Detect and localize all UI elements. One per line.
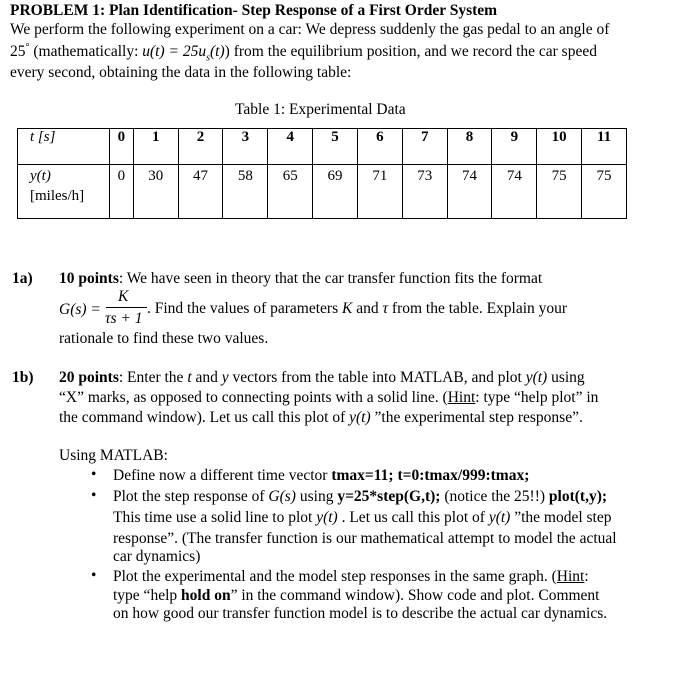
var-yt: y(t) <box>525 369 548 386</box>
using-matlab-heading: Using MATLAB: <box>59 447 168 464</box>
question-1a-text-3: from the table. Explain your <box>388 300 568 317</box>
question-1b-line-3 <box>59 409 583 427</box>
t-cell: 6 <box>357 129 402 165</box>
hint-label: Hint <box>556 568 585 585</box>
b2-text: (notice the 25!!) <box>440 488 549 505</box>
bullet-2-line-3: response”. (The transfer function is our mathematical attempt to model the actual <box>113 530 617 547</box>
y-cell: 75 <box>582 165 627 219</box>
y-cell: 69 <box>313 165 358 219</box>
y-cell: 71 <box>357 165 402 219</box>
intro-line-3: every second, obtaining the data in the following table: <box>10 64 352 81</box>
q1b-text: the command window). Let us call this plot of <box>59 409 350 426</box>
b2-text: This time use a solid line to plot <box>113 509 317 526</box>
b3-text: : <box>584 568 589 585</box>
speed-header <box>18 165 110 219</box>
var-t: t <box>187 369 192 386</box>
problem-title: PROBLEM 1: Plan Identification- Step Response of a First Order System <box>10 2 498 19</box>
b3-text: Plot the experimental and the model step responses in the same graph. ( <box>113 568 557 585</box>
question-1a-text: : We have seen in theory that the car transfer function fits the format <box>118 270 543 287</box>
b3-text: type “help <box>113 587 182 604</box>
transfer-function-numerator: K <box>118 288 129 305</box>
var-yt: y(t) <box>316 509 338 526</box>
y-cell: 65 <box>268 165 313 219</box>
y-cell: 73 <box>402 165 447 219</box>
param-k: K <box>341 300 353 317</box>
y-cell: 58 <box>223 165 268 219</box>
b2-code: y=25*step(G,t); <box>337 488 441 505</box>
param-tau: τ <box>382 300 389 317</box>
var-yt: y(t) <box>488 509 511 526</box>
hint-label: Hint <box>447 389 476 406</box>
var-y: y <box>221 369 229 386</box>
bullet-2-marker: • <box>91 487 97 504</box>
question-1b-number: 1b) <box>12 369 34 386</box>
question-1a-text-2: . Find the values of parameters <box>147 300 342 317</box>
var-yt: y(t) <box>349 409 371 426</box>
b2-text: using <box>295 488 338 505</box>
b3-text: ” in the command window). Show code and plot. Comment <box>230 587 600 604</box>
t-cell: 5 <box>313 129 358 165</box>
bullet-3-line-3: on how good our transfer function model is to describe the actual car dynamics. <box>113 605 608 622</box>
b3-code: hold on <box>181 587 231 604</box>
q1b-text: and <box>191 369 222 386</box>
input-equation-arg: (t) <box>210 43 225 61</box>
q1b-text: ”the experimental step response”. <box>370 409 583 426</box>
t-cell: 7 <box>402 129 447 165</box>
b2-code-2: plot(t,y); <box>548 488 608 505</box>
transfer-function-lhs: G(s) = <box>59 301 101 318</box>
bullet-2-line-4: car dynamics) <box>113 548 201 565</box>
question-1a-line-2 <box>147 300 567 318</box>
t-cell: 4 <box>268 129 313 165</box>
t-cell: 1 <box>133 129 178 165</box>
table-row-time <box>18 129 627 165</box>
q1b-text: “X” marks, as opposed to connecting points with a solid line. ( <box>59 389 448 406</box>
table-row-speed <box>18 165 627 219</box>
q1b-text: : type “help plot” in <box>475 389 599 406</box>
y-cell: 74 <box>447 165 492 219</box>
bullet-3-marker: • <box>91 567 97 584</box>
question-1a-line-1 <box>59 270 542 288</box>
y-cell: 47 <box>178 165 223 219</box>
q1b-text: using <box>547 369 585 386</box>
intro-text: (mathematically: <box>29 43 143 61</box>
y-cell: 75 <box>537 165 582 219</box>
t-cell: 11 <box>582 129 627 165</box>
y-cell: 0 <box>110 165 134 219</box>
transfer-function-denominator: τs + 1 <box>105 310 143 327</box>
speed-header-label: y(t) <box>30 168 51 184</box>
question-1a-points: 10 points <box>59 270 119 287</box>
t-cell: 10 <box>537 129 582 165</box>
intro-line-1: We perform the following experiment on a car: We depress suddenly the gas pedal to an angle of <box>10 21 610 38</box>
question-1b-line-1 <box>59 369 585 387</box>
table-caption: Table 1: Experimental Data <box>235 101 406 118</box>
bullet-2-line-1 <box>113 488 607 506</box>
bullet-2-line-2 <box>113 509 612 527</box>
t-cell: 3 <box>223 129 268 165</box>
b2-gs: G(s) <box>268 488 296 505</box>
and-text: and <box>352 300 383 317</box>
degree-symbol: ° <box>25 42 30 53</box>
intro-text-end: ) from the equilibrium position, and we record the car speed <box>224 43 597 61</box>
b1-text: Define now a different time vector <box>113 467 332 484</box>
question-1a-number: 1a) <box>12 270 33 287</box>
b2-text: ”the model step <box>510 509 612 526</box>
bullet-3-line-2 <box>113 587 600 605</box>
question-1a-line-3: rationale to find these two values. <box>59 330 269 347</box>
t-cell: 9 <box>492 129 537 165</box>
b2-text: . Let us call this plot of <box>337 509 489 526</box>
fraction-bar <box>106 307 147 308</box>
q1b-text: vectors from the table into MATLAB, and plot <box>228 369 526 386</box>
b2-text: Plot the step response of <box>113 488 269 505</box>
bullet-1-text <box>113 467 529 485</box>
q1b-text: : Enter the <box>118 369 188 386</box>
angle-value: 25 <box>10 43 26 61</box>
b1-code: tmax=11; t=0:tmax/999:tmax; <box>331 467 530 484</box>
t-cell: 8 <box>447 129 492 165</box>
y-cell: 30 <box>133 165 178 219</box>
bullet-3-line-1 <box>113 568 589 586</box>
intro-line-2 <box>10 42 597 63</box>
time-header-label: t [s] <box>30 129 56 145</box>
question-1b-points: 20 points <box>59 369 119 386</box>
t-cell: 2 <box>178 129 223 165</box>
question-1b-line-2 <box>59 389 598 407</box>
input-equation-sub: s <box>206 52 211 64</box>
experimental-data-table <box>17 128 627 219</box>
bullet-1-marker: • <box>91 466 97 483</box>
t-cell: 0 <box>110 129 134 165</box>
input-equation: u(t) = 25u <box>142 43 207 61</box>
time-header <box>18 129 110 165</box>
speed-header-unit: [miles/h] <box>30 188 85 204</box>
y-cell: 74 <box>492 165 537 219</box>
